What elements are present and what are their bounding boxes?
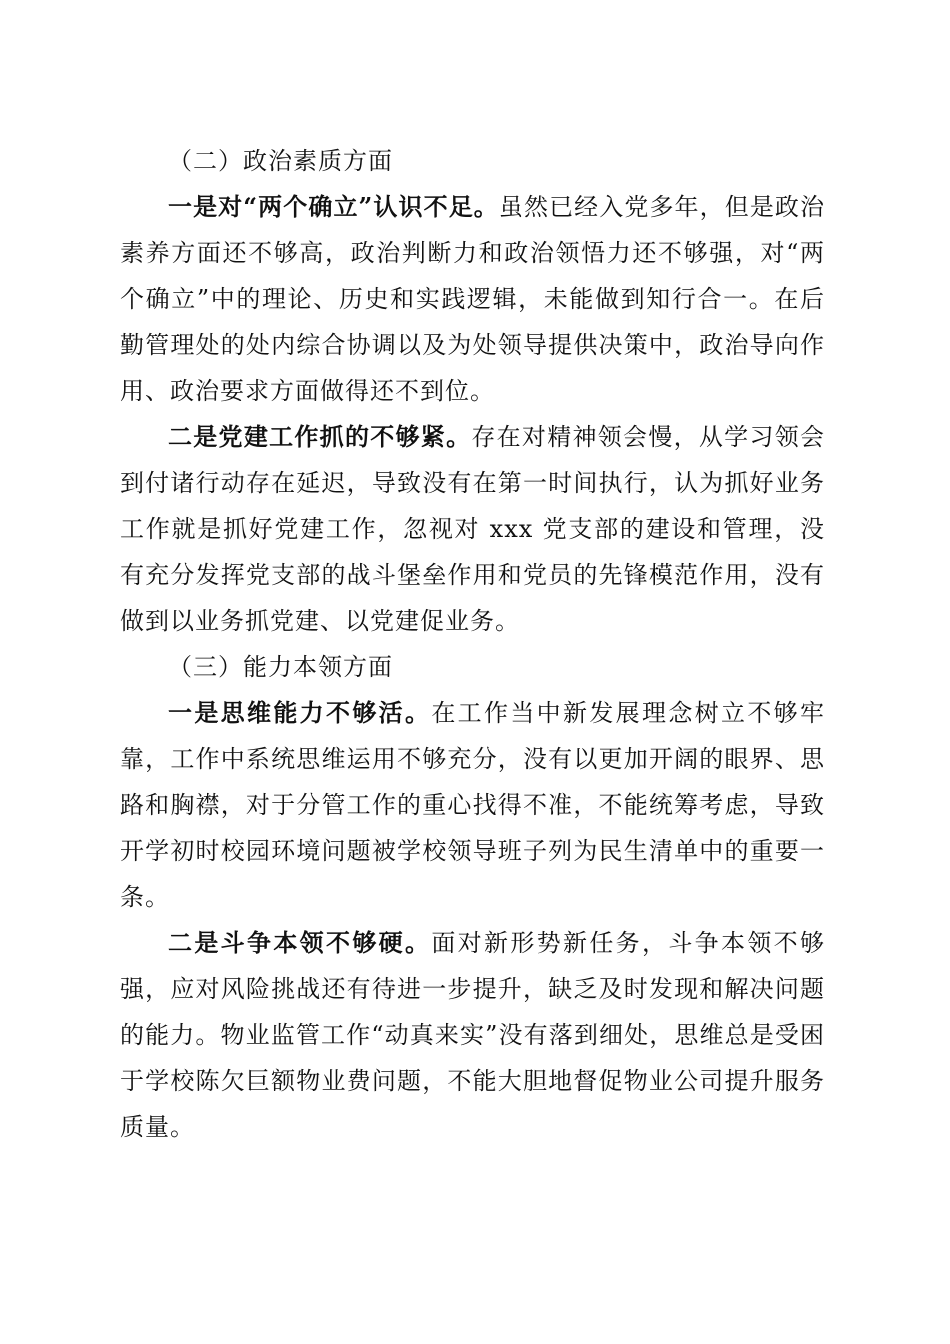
paragraph-two-establishments (120, 184, 825, 414)
paragraph-lead: 一是对“两个确立”认识不足。 (168, 192, 499, 221)
paragraph-thinking-ability (120, 690, 825, 920)
paragraph-lead: 二是党建工作抓的不够紧。 (168, 422, 472, 451)
section-heading-political-quality: （二）政治素质方面 (168, 147, 393, 175)
paragraph-struggle-ability (120, 920, 825, 1150)
section-heading-ability: （三）能力本领方面 (168, 653, 393, 681)
paragraph-text: 虽然已经入党多年，但是政治素养方面还不够高，政治判断力和政治领悟力还不够强，对“两个确立”中的理论、历史和实践逻辑，未能做到知行合一。在后勤管理处的处内综合协调以及为处领导提供决策中，政治导向作用、政治要求方面做得还不到位。 (120, 193, 826, 405)
paragraph-lead: 一是思维能力不够活。 (168, 698, 432, 727)
paragraph-text: 面对新形势新任务，斗争本领不够强，应对风险挑战还有待进一步提升，缺乏及时发现和解决问题的能力。物业监管工作“动真来实”没有落到细处，思维总是受困于学校陈欠巨额物业费问题，不能大胆地督促物业公司提升服务质量。 (120, 929, 826, 1141)
paragraph-party-building (120, 414, 825, 644)
paragraph-text: 在工作当中新发展理念树立不够牢靠，工作中系统思维运用不够充分，没有以更加开阔的眼界、思路和胸襟，对于分管工作的重心找得不准，不能统筹考虑，导致开学初时校园环境问题被学校领导班子列为民生清单中的重要一条。 (120, 699, 826, 911)
document-body (120, 138, 825, 1150)
paragraph-text: 存在对精神领会慢，从学习领会到付诸行动存在延迟，导致没有在第一时间执行，认为抓好业务工作就是抓好党建工作，忽视对 xxx 党支部的建设和管理，没有充分发挥党支部的战斗堡垒作用和党员的先锋模范作用，没有做到以业务抓党建、以党建促业务。 (120, 423, 825, 635)
paragraph-lead: 二是斗争本领不够硬。 (168, 928, 432, 957)
